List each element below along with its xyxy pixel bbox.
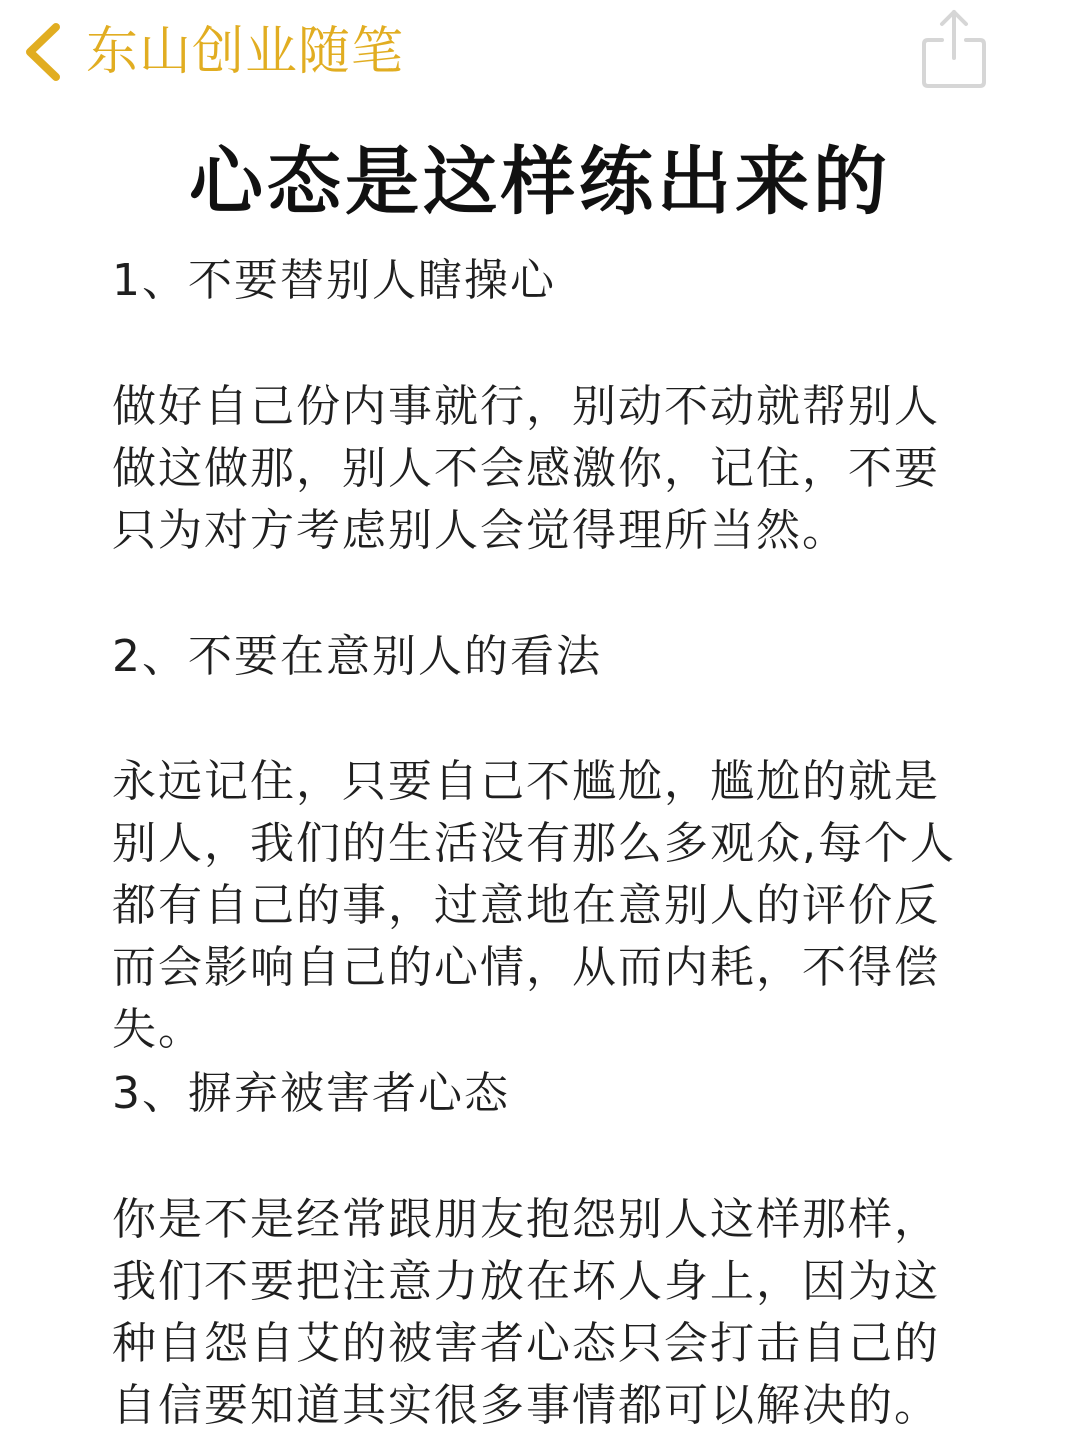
share-icon bbox=[918, 77, 990, 96]
section-2-heading: 2、不要在意别人的看法 bbox=[112, 631, 602, 682]
navigation-bar bbox=[0, 0, 1080, 110]
section-3-heading: 3、摒弃被害者心态 bbox=[112, 1068, 510, 1119]
chevron-left-icon bbox=[22, 21, 62, 83]
article-title: 心态是这样练出来的 bbox=[189, 139, 891, 225]
section-1-heading: 1、不要替别人瞎操心 bbox=[112, 255, 556, 306]
back-button[interactable] bbox=[22, 12, 404, 92]
section-2-body: 永远记住，只要自己不尴尬，尴尬的就是别人，我们的生活没有那么多观众,每个人都有自己的事，过意地在意别人的评价反而会影响自己的心情，从而内耗，不得偿失。 bbox=[112, 756, 956, 1055]
back-label: 东山创业随笔 bbox=[86, 22, 405, 82]
section-3-body: 你是不是经常跟朋友抱怨别人这样那样，我们不要把注意力放在坏人身上，因为这种自怨自艾的被害者心态只会打击自己的自信要知道其实很多事情都可以解决的。 bbox=[112, 1194, 940, 1431]
section-1-body: 做好自己份内事就行，别动不动就帮别人做这做那，别人不会感激你，记住，不要只为对方考虑别人会觉得理所当然。 bbox=[112, 381, 940, 556]
share-button[interactable] bbox=[918, 6, 990, 92]
